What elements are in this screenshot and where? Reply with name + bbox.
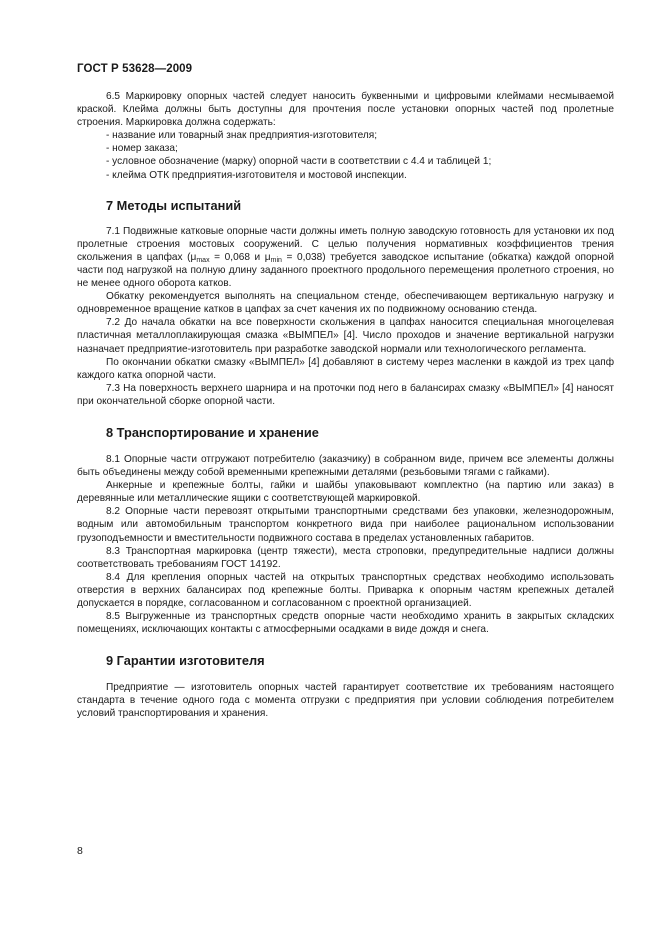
paragraph-7-2: 7.2 До начала обкатки на все поверхности скольжения в цапфах наносится специальная многоцелевая пластичная металлоплакирующая смазка «ВЫМПЕЛ» [4]. Число проходов и значение вертикальной нагрузки назначает предприятие-изготовитель при разработке заводской нормали или технологического регламента. [77,317,614,355]
paragraph-8-1: 8.1 Опорные части отгружают потребителю (заказчику) в собранном виде, причем все элементы должны быть объединены между собой временными крепежными деталями (резьбовыми тягами с гайками). [77,453,614,479]
paragraph-8-4: 8.4 Для крепления опорных частей на открытых транспортных средствах необходимо использовать отверстия в верхних балансирах под крепежные болты. Приварка к опорным частям крепежных деталей допускается в порядке, согласованном и согласованном с проектной организацией. [77,571,614,609]
page-number: 8 [77,845,83,857]
section-7-title: 7 Методы испытаний [106,197,242,213]
section-8-title: 8 Транспортирование и хранение [106,424,319,440]
list-item: - условное обозначение (марку) опорной части в соответствии с 4.4 и таблицей 1; [106,156,492,168]
paragraph-7-1: 7.1 Подвижные катковые опорные части должны иметь полную заводскую готовность для установки их под пролетные строения мостовых сооружений. С целью получения нормативных коэффициентов трения скольжения в цапфах ($\mu_{max} = 0,068$ и $\mu_{min} = 0,038$) требуется заводское испытание (обкатка) каждой опорной части под нагрузкой на полную длину заданного проектного продольного перемещения пролетного строения, но не менее одного оборота катков. [77,225,614,290]
paragraph-8-3: 8.3 Транспортная маркировка (центр тяжести), места строповки, предупредительные надписи должны соответствовать требованиям ГОСТ 14192. [77,545,614,570]
page-content [77,90,614,721]
paragraph-8-1-cont: Анкерные и крепежные болты, гайки и шайбы упаковывают комплектно (на партию или заказ) в деревянные или металлические ящики с соответствующей маркировкой. [77,480,614,505]
paragraph-6-5: 6.5 Маркировку опорных частей следует наносить буквенными и цифровыми клеймами несмываемой краской. Клейма должны быть доступны для прочтения после установки опорных частей под пролетные строения. Маркировка должна содержать: [77,91,614,129]
list-item: - клейма ОТК предприятия-изготовителя и мостовой инспекции. [106,169,407,181]
list-item: - название или товарный знак предприятия-изготовителя; [106,130,378,142]
paragraph-8-2: 8.2 Опорные части перевозят открытыми транспортными средствами без упаковки, железнодорожным, водным или автомобильным транспортом конкретного вида при наиболее рациональном использовании грузоподъемности и вместительности подвижного состава в пределах установленных габаритов. [77,506,614,544]
section-9-title: 9 Гарантии изготовителя [106,653,265,669]
paragraph-7-1-cont: Обкатку рекомендуется выполнять на специальном стенде, обеспечивающем вертикальную нагрузку и одновременное вращение катков в цапфах за счет качения их по подвижному основанию стенда. [77,291,614,316]
list-item: - номер заказа; [106,143,178,155]
paragraph-7-2-cont: По окончании обкатки смазку «ВЫМПЕЛ» [4] добавляют в систему через масленки в каждой из трех цапф каждого катка опорной части. [77,356,614,381]
paragraph-7-3: 7.3 На поверхность верхнего шарнира и на проточки под него в балансирах смазку «ВЫМПЕЛ» [4] наносят при окончательной сборке опорной части. [77,382,614,407]
document-header: ГОСТ Р 53628—2009 [77,63,193,75]
paragraph-9: Предприятие — изготовитель опорных частей гарантирует соответствие их требованиям настоящего стандарта в течение одного года с момента отгрузки с предприятия при условии соблюдения потребителем условий транспортирования и хранения. [77,682,614,720]
paragraph-8-5: 8.5 Выгруженные из транспортных средств опорные части необходимо хранить в закрытых складских помещениях, исключающих контакты с атмосферными осадками в виде дождя и снега. [77,611,614,636]
